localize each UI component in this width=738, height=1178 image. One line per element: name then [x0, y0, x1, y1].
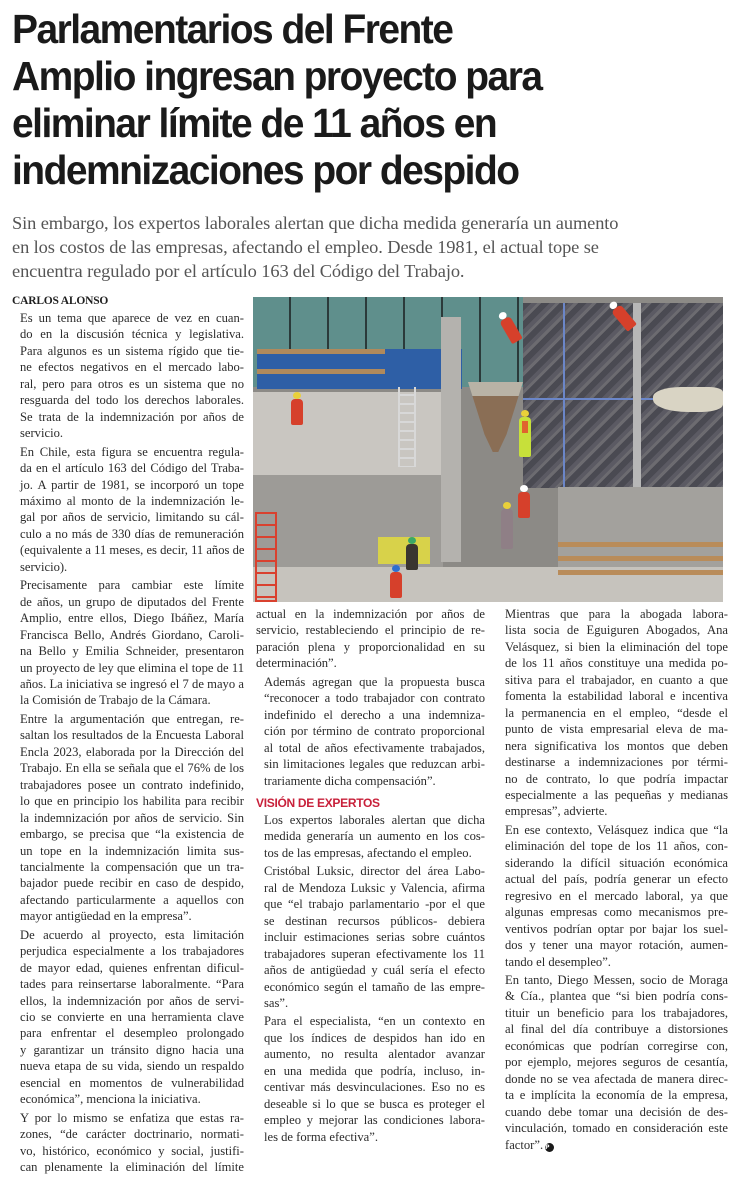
- headline-line: indemnizaciones por despido: [12, 147, 519, 193]
- photo-concrete-wall: [441, 317, 461, 562]
- deck-line: encuentra regulado por el artículo 163 del Código del Trabajo.: [12, 261, 465, 281]
- photo-worker: [291, 399, 303, 425]
- deck-subheadline: [12, 211, 732, 283]
- paragraph: En ese contexto, Velásquez indica que “la eliminación del tope de los 11 años, con- siderando la difícil situación económica actual del país, podría generar un efecto regresivo en el mercado laboral, ya que algunas empresas como mecanismos pre- ventivos podrían optar por bajar los suel- dos y tener una mayor rotación, aumen- tando el desempleo”.: [505, 822, 728, 969]
- photo-worker: [501, 509, 513, 549]
- photo-concrete-bucket: [468, 382, 523, 452]
- byline: CARLOS ALONSO: [12, 295, 109, 307]
- headline: [12, 6, 677, 194]
- paragraph: De acuerdo al proyecto, esta limitación perjudica especialmente a los trabajadores de mayor edad, quienes enfrentan dificul- tades para reinsertarse laboralmente. “Para ellos, la indemnización por años de servi- cio se convierte en una herramienta clave para enfrentar el desempleo prolongado y garantizar un tránsito digno hacia una nueva etapa de su vida, siendo un respaldo esencial en momentos de vulnerabilidad económica”, menciona la iniciativa.: [20, 927, 244, 1107]
- photo-worker: [519, 417, 531, 457]
- photo-worker: [406, 544, 418, 570]
- paragraph: Cristóbal Luksic, director del área Labo- ral de Mendoza Luksic y Valencia, afirma que “el trabajo parlamentario -por el que se destinan recursos públicos- debiera incluir estimaciones serias sobre cuántos trabajadores superan efectivamente los 11 años de antigüedad y cuál sería el efecto económico según el tamaño de las empre- sas”.: [264, 864, 485, 1010]
- paragraph: En Chile, esta figura se encuentra regula- da en el artículo 163 del Código del Traba- jo. A partir de 1981, se incorporó un tope máximo al monto de la indemnización le- gal por años de servicio, limitando su cál- culo a no más de 330 días de remuneración (equivalente a 11 meses, es decir, 11 años de servicio).: [20, 444, 245, 574]
- headline-line: eliminar límite de 11 años en: [12, 100, 497, 146]
- paragraph: Precisamente para cambiar este límite de años, un grupo de diputados del Frente Amplio, entre ellos, Diego Ibáñez, María Francisca Bello, Andrés Giordano, Caroli- na Bello y Emilia Schneider, presentaron un proyecto de ley que elimina el tope de 11 años. La iniciativa se ingresó el 7 de mayo a la Comisión de Trabajo de la Cámara.: [20, 578, 244, 708]
- column-middle: [256, 606, 485, 1147]
- paragraph: Y por lo mismo se enfatiza que estas ra- zones, “de carácter doctrinario, normati- vo, histórico, económico y social, justifi- can plenamente la eliminación del límite: [20, 1110, 244, 1175]
- end-of-article-icon: P: [545, 1143, 554, 1152]
- column-left: [12, 293, 244, 1178]
- paragraph: Los expertos laborales alertan que dicha medida generaría un aumento en los cos- tos de las empresas, afectando el empleo.: [264, 812, 485, 860]
- section-heading: VISIÓN DE EXPERTOS: [256, 795, 380, 810]
- paragraph: actual en la indemnización por años de servicio, restableciendo el principio de re- paración plena y proporcionalidad en su determinación”.: [256, 607, 485, 671]
- headline-line: Parlamentarios del Frente: [12, 6, 453, 52]
- deck-line: Sin embargo, los expertos laborales alertan que dicha medida generaría un aumento: [12, 213, 619, 233]
- photo-wood-rail: [257, 349, 385, 354]
- paragraph: Además agregan que la propuesta busca “reconocer a todo trabajador con contrato indefinido el derecho a una indemniza- ción por término de contrato proporcional al total de años efectivamente trabajados, sin limitaciones legales que reduzcan arbi- trariamente dicha compensación”.: [264, 674, 485, 788]
- photo-concrete-splash: [653, 387, 723, 412]
- paragraph: Mientras que para la abogada labora- lista socia de Eguiguren Abogados, Ana Velásquez, si bien la eliminación del tope de los 11 años constituye una medida po- sitiva para el trabajador, en cuanto a que fomenta la estabilidad laboral e incentiva la permanencia en el empleo, “desde el punto de vista empresarial eleva de ma- nera significativa los montos que deben destinarse a indemnizaciones por térmi- no de contrato, lo que podría impactar especialmente a las pequeñas y medianas empresas”, advierte.: [505, 607, 728, 819]
- paragraph: En tanto, Diego Messen, socio de Moraga & Cía., plantea que “si bien podría cons- tituir un beneficio para los trabajadores, al final del día contribuye a distorsiones económicas que podrían corregirse con, por ejemplo, mejores seguros de cesantía, donde no se vea afectada de manera direc- ta e implícita la economía de la empresa, cuando debe tomar una decisión de des- vinculación, tomado en consideración este factor”. P: [505, 972, 728, 1152]
- photo-worker: [390, 572, 402, 598]
- paragraph: Es un tema que aparece de vez en cuan- do en la discusión técnica y legislativa. Para algunos es un sistema rígido que tie- ne efectos negativos en el mercado labo- ral, pero para otros es un sistema que no resguarda del todo los derechos laborales. Se trata de la indemnización por años de servicio.: [20, 311, 244, 441]
- closing-text: factor”.: [505, 1137, 544, 1152]
- photo-yellow-sign: [378, 537, 430, 564]
- photo-red-scaffold: [255, 512, 277, 602]
- photo-planks: [558, 542, 723, 582]
- headline-line: Amplio ingresan proyecto para: [12, 53, 542, 99]
- deck-line: en los costos de las empresas, afectando el empleo. Desde 1981, el actual tope se: [12, 237, 599, 257]
- paragraph: Entre la argumentación que entregan, re- saltan los resultados de la Encuesta Laboral Encla 2023, elaborada por la Dirección del Trabajo. En ella se señala que el 76% de los trabajadores posee un contrato indefinido, lo que en principio los habilita para recibir la indemnización por años de servicio. Sin embargo, se precisa que “la existencia de un tope en la indemnización limita sus- tancialmente la compensación que un tra- bajador puede recibir en caso de despido, afectando particularmente a aquellos con mayor antigüedad en la empresa”.: [20, 711, 244, 924]
- article-photo: [253, 297, 723, 602]
- photo-wood-rail: [257, 369, 385, 374]
- paragraph: Para el especialista, “en un contexto en que los índices de despidos han ido en aumento, no resulta alentador avanzar en una medida que podría, incluso, in- centivar más desvinculaciones. Eso no es deseable si lo que se busca es proteger el empleo y mejorar las condiciones labora- les de forma efectiva”.: [264, 1014, 485, 1144]
- photo-worker: [518, 492, 530, 518]
- column-right: [497, 606, 728, 1155]
- photo-ladder: [398, 387, 416, 467]
